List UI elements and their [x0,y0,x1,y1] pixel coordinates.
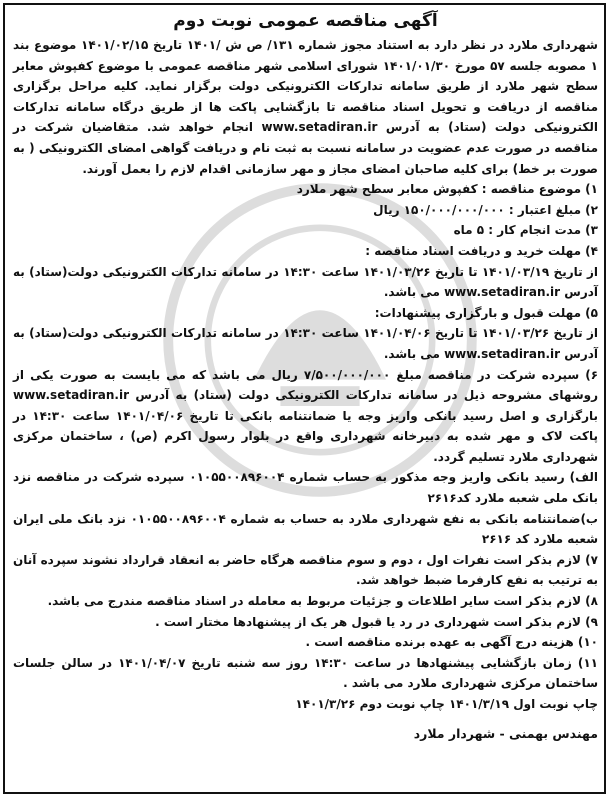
tender-notice [3,3,606,794]
item-purchase-deadline-detail: از تاریخ ۱۴۰۱/۰۳/۱۹ تا تاریخ ۱۴۰۱/۰۳/۲۶ ساعت ۱۴:۳۰ در سامانه تدارکات الکترونیکی دولت(ستاد) به آدرس www.setadiran.ir می باشد. [13,264,599,300]
intro-paragraph: شهرداری ملارد در نظر دارد به استناد مجوز شماره ۱۳۱/ ص ش /۱۴۰۱ تاریخ ۱۴۰۱/۰۲/۱۵ موضوع بند ۱ مصوبه جلسه ۵۷ مورخ ۱۴۰۱/۰۱/۳۰ شورای اسلامی شهر مناقصه عمومی با موضوع کفپوش معابر سطح شهر ملارد از طریق سامانه تدارکات الکترونیکی دولت برگزار نماید. کلیه مراحل برگزاری مناقصه از دریافت و تحویل اسناد مناقصه تا بازگشایی پاکت ها از طریق درگاه سامانه تدارکات الکترونیکی دولت (ستاد) به آدرس www.setadiran.ir انجام خواهد شد. متقاضیان شرکت در مناقصه در صورت عدم عضویت در سامانه نسبت به ثبت نام و دریافت گواهی امضای الکترونیکی ( به صورت بر خط) برای کلیه صاحبان امضای مجاز و مهر سازمانی اقدام لازم را بعمل آورند. [13,38,598,176]
item-ad-cost: ۱۰) هزینه درج آگهی به عهده برنده مناقصه است . [305,635,598,650]
notice-title: آگهی مناقصه عمومی نوبت دوم [173,11,438,31]
item-opening-time: ۱۱) زمان بازگشایی پیشنهادها در ساعت ۱۴:۳۰ روز سه شنبه تاریخ ۱۴۰۱/۰۴/۰۷ در سالن جلسات ساختمان مرکزی شهرداری ملارد می باشد . [13,655,598,691]
item-purchase-deadline: ۴) مهلت خرید و دریافت اسناد مناقصه : [365,243,598,258]
item-subject: ۱) موضوع مناقصه : کفپوش معابر سطح شهر ملارد [296,182,598,197]
signature: مهندس بهمنی - شهردار ملارد [413,726,598,741]
item-submission-deadline: ۵) مهلت قبول و بارگزاری پیشنهادات: [374,305,598,320]
item-deposit-option-b: ب)ضمانتنامه بانکی به نفع شهرداری ملارد به حساب به شماره ۰۱۰۵۵۰۰۸۹۶۰۰۴ نزد بانک ملی ایران شعبه ملارد کد ۲۶۱۶ [13,511,598,547]
item-deposit: ۶) سپرده شرکت در مناقصه مبلغ ۷/۵۰۰/۰۰۰/۰۰۰ ریال می باشد که می بایست به صورت یکی از روشهای مشروحه ذیل در سامانه تدارکات الکترونیکی دولت (ستاد) به آدرس www.setadiran.ir بارگزاری و اصل رسید بانکی واریز وجه یا ضمانتنامه بانکی تا تاریخ ۱۴۰۱/۰۴/۰۶ ساعت ۱۴:۳۰ در پاکت لاک و مهر شده به دبیرخانه شهرداری واقع در بلوار رسول اکرم (ص) ، ساختمان مرکزی شهرداری ملارد تسلیم گردد. [13,367,599,464]
item-forfeit: ۷) لازم بذکر است نفرات اول ، دوم و سوم مناقصه هرگاه حاضر به انعقاد قرارداد نشوند سپرده آنان به ترتیب به نفع کارفرما ضبط خواهد شد. [13,552,598,588]
item-deposit-option-a: الف) رسید بانکی واریز وجه مذکور به حساب شماره ۰۱۰۵۵۰۰۸۹۶۰۰۴ سپرده شرکت در مناقصه نزد بانک ملی شعبه ملارد کد۲۶۱۶ [13,470,599,506]
item-duration: ۳) مدت انجام کار : ۵ ماه [453,223,598,238]
item-budget: ۲) مبلغ اعتبار : ۱۵۰/۰۰۰/۰۰۰/۰۰۰ ریال [373,202,598,217]
item-discretion: ۹) لازم بذکر است شهرداری در رد یا قبول هر یک از پیشنهادها مختار است . [155,614,598,629]
item-submission-deadline-detail: از تاریخ ۱۴۰۱/۰۳/۲۶ تا تاریخ ۱۴۰۱/۰۴/۰۶ ساعت ۱۴:۳۰ در سامانه تدارکات الکترونیکی دولت(ستاد) به آدرس www.setadiran.ir می باشد. [13,326,599,361]
print-dates: چاپ نوبت اول ۱۴۰۱/۳/۱۹ چاپ نوبت دوم ۱۴۰۱/۳/۲۶ [295,697,598,711]
item-other-info: ۸) لازم بذکر است سایر اطلاعات و جزئیات مربوط به معامله در اسناد مناقصه مندرج می باشد. [47,594,598,609]
